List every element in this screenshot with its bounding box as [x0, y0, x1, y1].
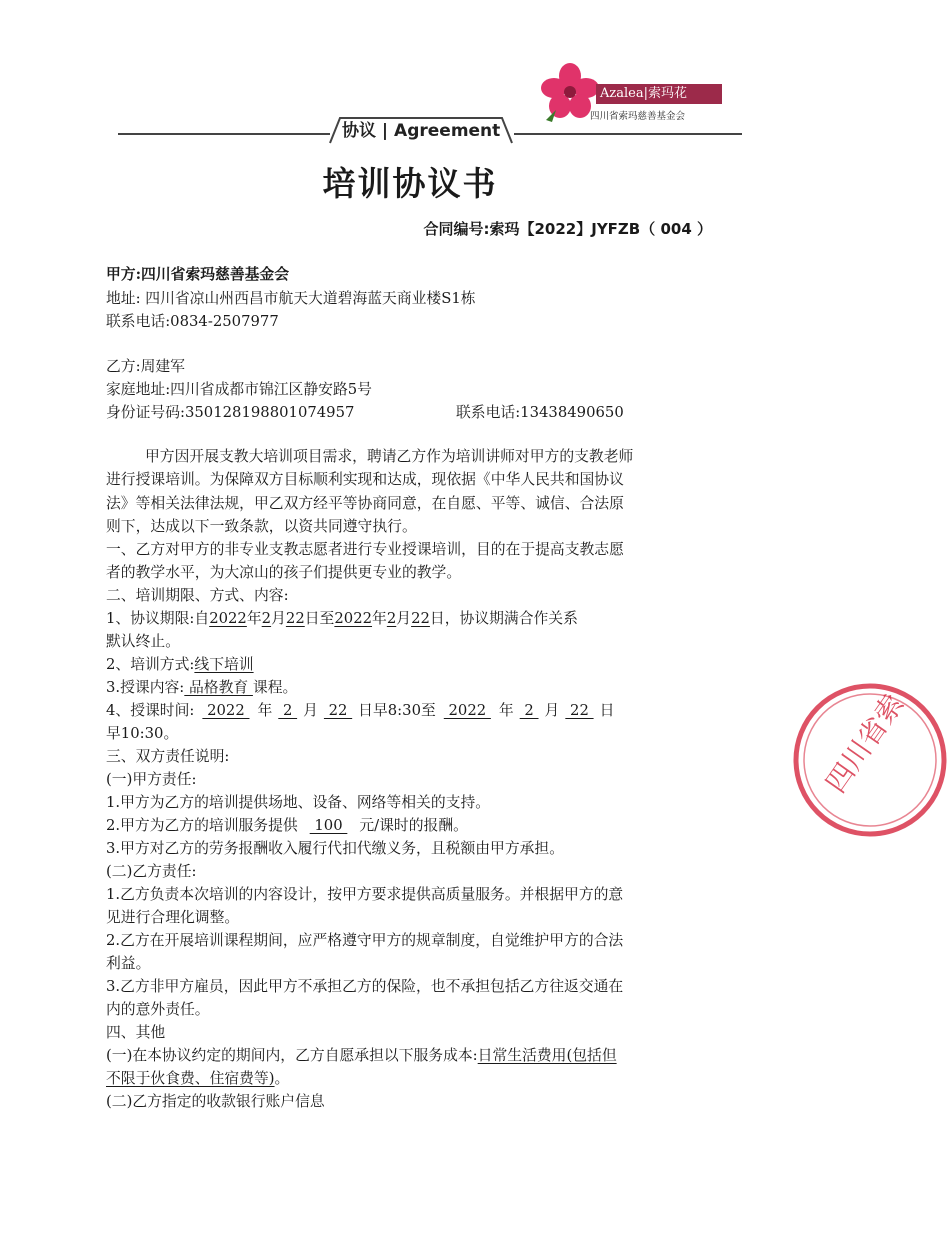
- end-month: 2: [386, 610, 397, 627]
- party-b-name: 乙方:周建军: [106, 358, 185, 375]
- party-a-phone: 联系电话:0834-2507977: [106, 313, 279, 330]
- foundation-logo: [538, 62, 728, 128]
- party-a-address: 地址: 四川省凉山州西昌市航天大道碧海蓝天商业楼S1栋: [106, 290, 476, 307]
- section-2-heading: 二、培训期限、方式、内容:: [106, 587, 289, 604]
- clause-2-2-method: 2、培训方式:线下培训: [106, 656, 254, 673]
- party-b-duty-2-line-1: 2.乙方在开展培训课程期间，应严格遵守甲方的规章制度，自觉维护甲方的合法: [106, 932, 624, 949]
- red-seal-stamp: [790, 680, 950, 840]
- header-tab-label: 协议 | Agreement: [342, 121, 501, 141]
- party-b-id: 身份证号码:350128198801074957: [106, 404, 355, 421]
- living-costs: 日常生活费用(包括但: [477, 1047, 617, 1064]
- party-b-address: 家庭地址:四川省成都市锦江区静安路5号: [106, 381, 372, 398]
- intro-line-4: 则下，达成以下一致条款，以资共同遵守执行。: [106, 518, 417, 535]
- start-month: 2: [261, 610, 272, 627]
- document-title: 培训协议书: [322, 164, 498, 203]
- intro-line-3: 法》等相关法律法规，甲乙双方经平等协商同意，在自愿、平等、诚信、合法原: [106, 495, 624, 512]
- party-a-duty-1: 1.甲方为乙方的培训提供场地、设备、网络等相关的支持。: [106, 794, 491, 811]
- clause-4-1-line-2: 不限于伙食费、住宿费等)。: [106, 1070, 290, 1087]
- header-rule-left: [118, 133, 330, 135]
- party-b-duty-3-line-2: 内的意外责任。: [106, 1001, 210, 1018]
- party-b-phone: 联系电话:13438490650: [456, 404, 624, 421]
- end-year: 2022: [334, 610, 373, 627]
- intro-line-2: 进行授课培训。为保障双方目标顺利实现和达成，现依据《中华人民共和国协议: [106, 471, 624, 488]
- header-rule-right: [514, 133, 742, 135]
- clause-2-3-content: 3.授课内容: 品格教育 课程。: [106, 679, 298, 696]
- contract-number: 合同编号:索玛【2022】JYFZB（ 004 ）: [423, 220, 712, 238]
- party-b-duty-2-line-2: 利益。: [106, 955, 151, 972]
- hourly-fee: 100: [309, 817, 348, 834]
- party-b-duty-3-line-1: 3.乙方非甲方雇员，因此甲方不承担乙方的保险，也不承担包括乙方往返交通在: [106, 978, 624, 995]
- training-method: 线下培训: [194, 656, 254, 673]
- party-a-name: 甲方:四川省索玛慈善基金会: [106, 266, 290, 283]
- party-a-duty-3: 3.甲方对乙方的劳务报酬收入履行代扣代缴义务，且税额由甲方承担。: [106, 840, 565, 857]
- clause-2-4-time: 4、授课时间: 2022 年 2 月 22 日早8:30至 2022 年 2 月 22 日: [106, 702, 615, 719]
- course-content: 品格教育: [184, 679, 253, 696]
- clause-2-1-term: 1、协议期限:自2022年2月22日至2022年2月22日，协议期满合作关系: [106, 610, 578, 627]
- party-b-duty-1-line-2: 见进行合理化调整。: [106, 909, 240, 926]
- section-3-heading: 三、双方责任说明:: [106, 748, 230, 765]
- clause-4-1-line-1: (一)在本协议约定的期间内，乙方自愿承担以下服务成本:日常生活费用(包括但: [106, 1047, 617, 1064]
- logo-org-name: 四川省索玛慈善基金会: [590, 111, 686, 122]
- intro-line-1: 甲方因开展支教大培训项目需求，聘请乙方作为培训讲师对甲方的支教老师: [145, 448, 634, 465]
- end-day: 22: [411, 610, 430, 627]
- party-b-duties-heading: (二)乙方责任:: [106, 863, 197, 880]
- party-b-duty-1-line-1: 1.乙方负责本次培训的内容设计，按甲方要求提供高质量服务。并根据甲方的意: [106, 886, 624, 903]
- clause-2-4-cont: 早10:30。: [106, 725, 179, 742]
- clause-2-1-cont: 默认终止。: [106, 633, 180, 650]
- clause-4-2: (二)乙方指定的收款银行账户信息: [106, 1093, 325, 1110]
- logo-brand: Azalea|索玛花: [596, 84, 722, 104]
- party-a-duties-heading: (一)甲方责任:: [106, 771, 197, 788]
- section-4-heading: 四、其他: [106, 1024, 166, 1041]
- start-year: 2022: [209, 610, 247, 627]
- section-1-line-1: 一、乙方对甲方的非专业支教志愿者进行专业授课培训，目的在于提高支教志愿: [106, 541, 624, 558]
- start-day: 22: [285, 610, 305, 627]
- section-1-line-2: 者的教学水平，为大凉山的孩子们提供更专业的教学。: [106, 564, 462, 581]
- party-a-duty-2: 2.甲方为乙方的培训服务提供 100 元/课时的报酬。: [106, 817, 468, 834]
- seal-text: 四川省索: [819, 688, 911, 799]
